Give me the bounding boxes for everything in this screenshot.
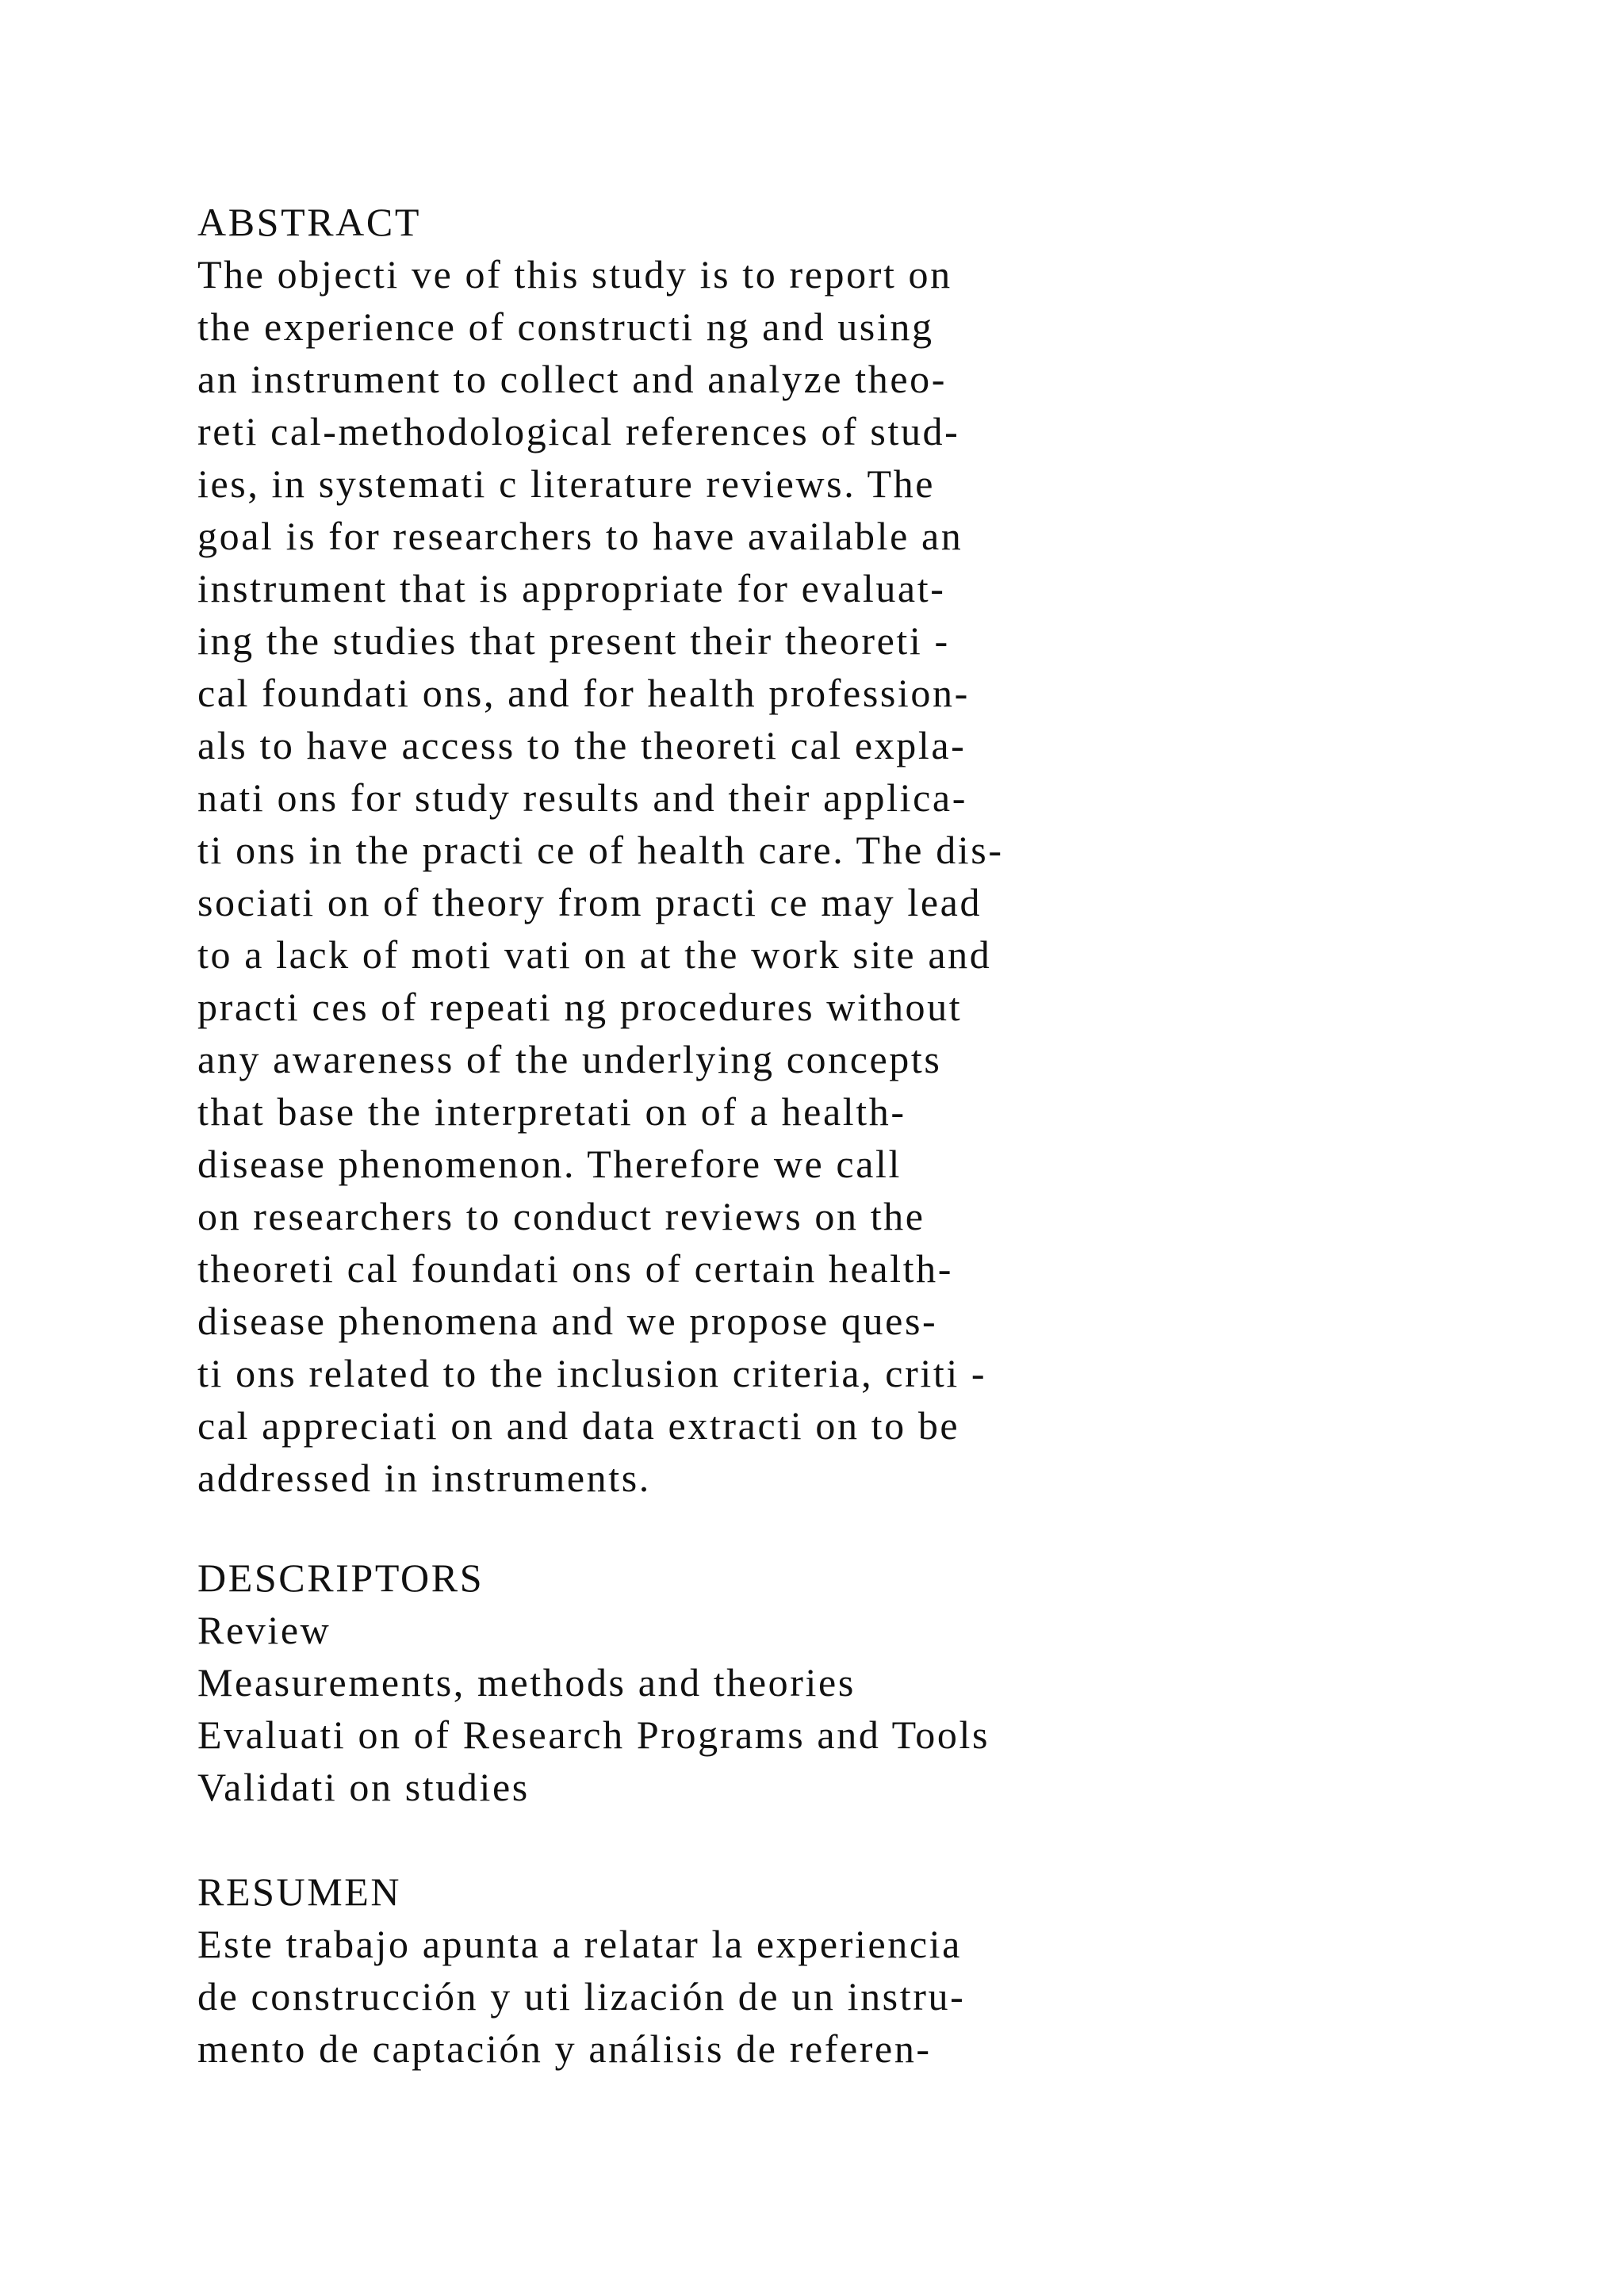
abstract-line: nati ons for study results and their applica-	[197, 775, 967, 820]
abstract-line: cal appreciati on and data extracti on to be	[197, 1403, 960, 1448]
abstract-line: addressed in instruments.	[197, 1456, 651, 1500]
abstract-line: instrument that is appropriate for evaluat-	[197, 566, 946, 610]
resumen-section	[197, 1866, 1466, 2075]
descriptor-item: Measurements, methods and theories	[197, 1660, 856, 1705]
descriptor-item: Review	[197, 1608, 331, 1652]
abstract-line: als to have access to the theoreti cal expla-	[197, 723, 967, 767]
abstract-line: goal is for researchers to have available an	[197, 514, 963, 558]
abstract-line: ti ons in the practi ce of health care. The dis-	[197, 828, 1004, 872]
abstract-line: disease phenomenon. Therefore we call	[197, 1142, 902, 1186]
resumen-line: Este trabajo apunta a relatar la experiencia	[197, 1922, 962, 1966]
resumen-line: de construcción y uti lización de un instru-	[197, 1974, 966, 2019]
abstract-heading: ABSTRACT	[197, 200, 421, 244]
abstract-line: that base the interpretati on of a health-	[197, 1089, 906, 1134]
abstract-line: an instrument to collect and analyze theo-	[197, 357, 947, 401]
descriptor-item: Evaluati on of Research Programs and Tools	[197, 1712, 990, 1757]
descriptors-heading: DESCRIPTORS	[197, 1556, 485, 1600]
abstract-line: ies, in systemati c literature reviews. The	[197, 461, 936, 506]
abstract-line: cal foundati ons, and for health profession-	[197, 671, 970, 715]
abstract-line: practi ces of repeati ng procedures without	[197, 985, 963, 1029]
abstract-line: any awareness of the underlying concepts	[197, 1037, 942, 1081]
abstract-line: sociati on of theory from practi ce may lead	[197, 880, 982, 924]
abstract-section	[197, 196, 1466, 1504]
resumen-line: mento de captación y análisis de referen-	[197, 2026, 932, 2071]
descriptors-section	[197, 1552, 1466, 1813]
abstract-line: to a lack of moti vati on at the work site and	[197, 932, 992, 977]
abstract-line: ti ons related to the inclusion criteria, criti -	[197, 1351, 987, 1395]
abstract-line: reti cal-methodological references of stud-	[197, 409, 960, 453]
abstract-line: theoreti cal foundati ons of certain health-	[197, 1246, 953, 1291]
abstract-line: ing the studies that present their theoreti -	[197, 618, 950, 663]
abstract-line: the experience of constructi ng and using	[197, 304, 934, 349]
abstract-line: The objecti ve of this study is to report on	[197, 252, 952, 297]
descriptor-item: Validati on studies	[197, 1765, 530, 1809]
abstract-line: on researchers to conduct reviews on the	[197, 1194, 925, 1238]
resumen-heading: RESUMEN	[197, 1869, 402, 1914]
abstract-line: disease phenomena and we propose ques-	[197, 1299, 938, 1343]
